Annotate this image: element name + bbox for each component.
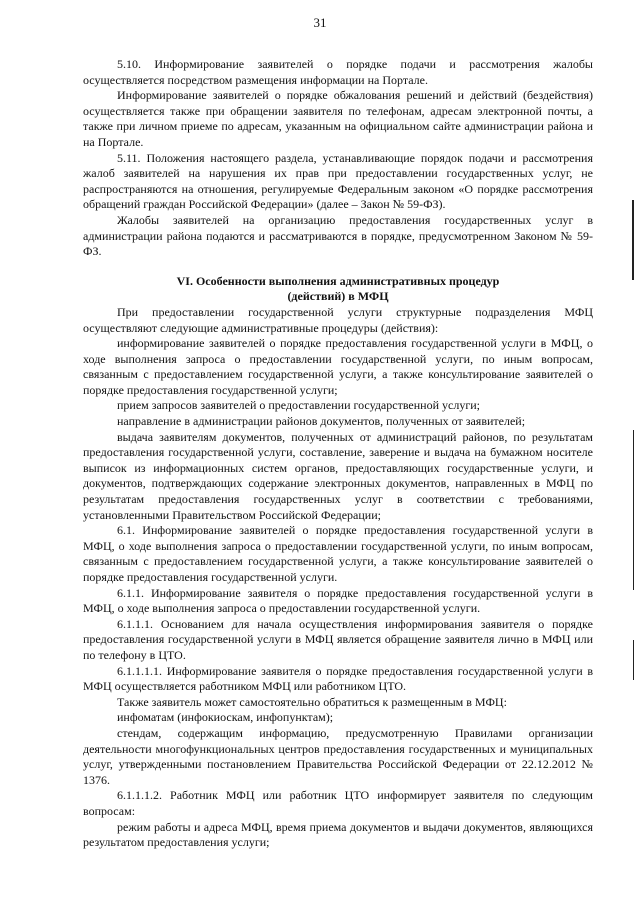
scan-edge-mark [633, 430, 634, 590]
paragraph: 6.1.1.1.2. Работник МФЦ или работник ЦТО информирует заявителя по следующим вопросам: [83, 788, 593, 818]
paragraph: Информирование заявителей о порядке обжалования решений и действий (бездействия) осуществляется также при обращении заявителя по телефонам, адресам электронной почты, а также при личном приеме по адресам, указанным на официальном сайте администрации района и на Портале. [83, 88, 593, 149]
paragraph: 6.1.1. Информирование заявителя о порядке предоставления государственной услуги в МФЦ, о ходе выполнения запроса о предоставлении государственной услуги. [83, 585, 593, 616]
paragraph: инфоматам (инфокиоскам, инфопунктам); [117, 710, 334, 725]
paragraph: прием запросов заявителей о предоставлении государственной услуги; [117, 398, 481, 413]
paragraph: Жалобы заявителей на организацию предоставления государственных услуг в администрации района подаются и рассматриваются в порядке, предусмотренном Законом № 59-ФЗ. [83, 212, 593, 259]
paragraph: выдача заявителям документов, полученных от администраций районов, по результатам предоставления государственной услуги, составление, заверение и выдача на бумажном носителе выписок из информационных систем органов, предоставляющих государственные услуги, и документов, подтверждающих содержание электронных документов, направленных в МФЦ по результатам предоставления государственных услуг в соответствии с требованиями, установленными Правительством Российской Федерации; [83, 429, 593, 522]
scan-edge-mark [632, 200, 634, 280]
section-heading-line2: (действий) в МФЦ [287, 289, 389, 304]
paragraph: 5.11. Положения настоящего раздела, устанавливающие порядок подачи и рассмотрения жалоб заявителей на нарушения их прав при предоставлении государственных услуг, не распространяются на отношения, регулируемые Федеральным законом «О порядке рассмотрения обращений граждан Российской Федерации» (далее – Закон № 59-ФЗ). [83, 150, 593, 212]
paragraph: направление в администрации районов документов, полученных от заявителей; [117, 414, 526, 429]
paragraph: При предоставлении государственной услуги структурные подразделения МФЦ осуществляют следующие административные процедуры (действия): [83, 304, 593, 335]
section-heading-line1: VI. Особенности выполнения административных процедур [176, 273, 500, 288]
paragraph: 5.10. Информирование заявителей о порядке подачи и рассмотрения жалобы осуществляется посредством размещения информации на Портале. [83, 57, 593, 87]
paragraph: Также заявитель может самостоятельно обратиться к размещенным в МФЦ: [117, 694, 507, 709]
paragraph: 6.1.1.1. Основанием для начала осуществления информирования заявителя о порядке предоставления государственной услуги в МФЦ является обращение заявителя лично в МФЦ или по телефону в ЦТО. [83, 616, 593, 662]
scan-edge-mark [633, 640, 634, 680]
paragraph: стендам, содержащим информацию, предусмотренную Правилами организации деятельности многофункциональных центров предоставления государственных и муниципальных услуг, утвержденными постановлением Правительства Российской Федерации от 22.12.2012 № 1376. [83, 725, 593, 787]
paragraph: 6.1.1.1.1. Информирование заявителя о порядке предоставления государственной услуги в МФЦ осуществляется работником МФЦ или работником ЦТО. [83, 663, 593, 694]
page-number: 31 [313, 15, 327, 30]
document-body [83, 57, 593, 851]
paragraph: 6.1. Информирование заявителей о порядке предоставления государственной услуги в МФЦ, о ходе выполнения запроса о предоставлении государственной услуги, по иным вопросам, связанным с предоставлением государственной услуги, а также консультирование заявителей о порядке предоставления государственной услуги. [83, 523, 593, 584]
paragraph: режим работы и адреса МФЦ, время приема документов и выдачи документов, являющихся результатом предоставления услуги; [83, 819, 593, 850]
paragraph: информирование заявителей о порядке предоставления государственной услуги в МФЦ, о ходе выполнения запроса о предоставлении государственной услуги, по иным вопросам, связанным с предоставлением государственной услуги, а также консультирование заявителей о порядке предоставления государственной услуги; [83, 336, 593, 397]
